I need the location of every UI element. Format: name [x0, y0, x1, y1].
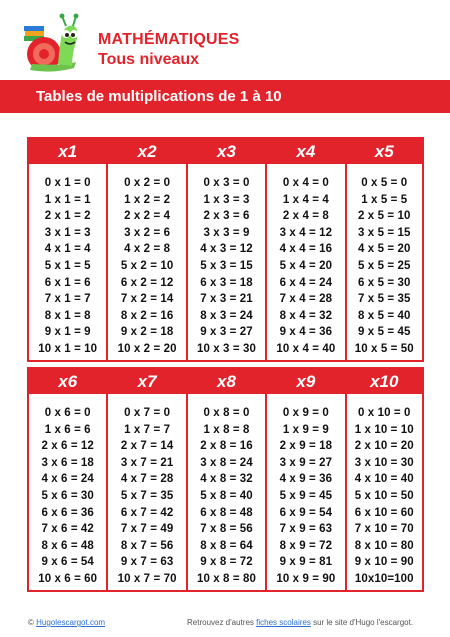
table-header: x7: [108, 369, 185, 394]
table-body: [347, 394, 422, 590]
table-line: 0 x 7 = 0: [124, 407, 171, 419]
table-line: 3 x 1 = 3: [44, 226, 91, 239]
table-line: 2 x 7 = 14: [120, 440, 174, 453]
table-line: 8 x 8 = 64: [200, 539, 253, 552]
table-line: 7 x 10 = 70: [354, 523, 414, 536]
table-line: 0 x 6 = 0: [44, 407, 91, 419]
page-title: MATHÉMATIQUES: [98, 31, 240, 48]
table-line: 5 x 7 = 35: [120, 489, 174, 502]
table-line: 10 x 6 = 60: [38, 572, 98, 585]
table-line: 9 x 6 = 54: [41, 556, 94, 569]
table-line: 1 x 9 = 9: [282, 423, 329, 436]
table-line: 5 x 9 = 45: [279, 489, 333, 502]
table-line: 5 x 4 = 20: [279, 259, 333, 272]
footer-credit: [28, 618, 105, 627]
table-line: 10 x 2 = 20: [117, 342, 177, 355]
table-line: 8 x 6 = 48: [41, 539, 94, 552]
table-line: 1 x 4 = 4: [282, 193, 329, 206]
table-header: x3: [188, 139, 265, 164]
table-line: 1 x 6 = 6: [44, 423, 91, 436]
table-line: 4 x 5 = 20: [358, 243, 411, 256]
tables-grid: [27, 137, 424, 592]
table-line: 6 x 4 = 24: [279, 276, 333, 289]
table-line: 6 x 1 = 6: [44, 276, 91, 289]
table-line: 6 x 2 = 12: [120, 276, 174, 289]
table-line: 10 x 8 = 80: [196, 572, 256, 585]
table-line: 3 x 4 = 12: [279, 226, 333, 239]
table-column-9: [265, 367, 344, 592]
table-line: 7 x 2 = 14: [120, 293, 174, 306]
table-line: 5 x 3 = 15: [200, 259, 253, 272]
table-body: [29, 394, 106, 590]
table-line: 3 x 7 = 21: [120, 456, 174, 469]
table-line: 0 x 8 = 0: [203, 407, 250, 419]
table-line: 4 x 1 = 4: [44, 243, 91, 256]
table-body: [347, 164, 422, 360]
table-line: 5 x 5 = 25: [358, 259, 411, 272]
copyright-symbol: ©: [28, 618, 34, 627]
table-line: 2 x 2 = 4: [124, 210, 171, 223]
table-line: 4 x 4 = 16: [279, 243, 333, 256]
table-line: 3 x 2 = 6: [124, 226, 171, 239]
table-line: 2 x 6 = 12: [41, 440, 94, 453]
table-body: [29, 164, 106, 360]
table-line: 5 x 2 = 10: [120, 259, 174, 272]
footer-note: [187, 618, 413, 627]
table-body: [267, 394, 344, 590]
table-line: 3 x 5 = 15: [358, 226, 411, 239]
table-column-10: [345, 367, 424, 592]
table-header: x9: [267, 369, 344, 394]
table-line: 2 x 10 = 20: [354, 440, 414, 453]
table-line: 4 x 3 = 12: [200, 243, 253, 256]
snail-mascot-icon: [22, 12, 84, 74]
table-line: 0 x 2 = 0: [124, 177, 171, 189]
table-header: x1: [29, 139, 106, 164]
table-line: 4 x 9 = 36: [279, 473, 333, 486]
table-line: 9 x 4 = 36: [279, 326, 333, 339]
table-column-6: [27, 367, 106, 592]
table-line: 5 x 1 = 5: [44, 259, 91, 272]
table-line: 10x10=100: [354, 572, 414, 585]
table-body: [108, 394, 185, 590]
table-line: 4 x 8 = 32: [200, 473, 253, 486]
table-line: 8 x 1 = 8: [44, 309, 91, 322]
table-line: 10 x 9 = 90: [276, 572, 336, 585]
table-body: [188, 164, 265, 360]
table-line: 7 x 6 = 42: [41, 523, 94, 536]
table-body: [108, 164, 185, 360]
table-line: 0 x 10 = 0: [358, 407, 411, 419]
table-line: 1 x 10 = 10: [354, 423, 414, 436]
table-line: 1 x 7 = 7: [124, 423, 171, 436]
table-line: 1 x 5 = 5: [361, 193, 408, 206]
table-line: 7 x 3 = 21: [200, 293, 253, 306]
table-line: 7 x 8 = 56: [200, 523, 253, 536]
site-link[interactable]: Hugolescargot.com: [36, 618, 106, 627]
table-line: 4 x 10 = 40: [354, 473, 414, 486]
tables-row: [27, 367, 424, 592]
table-header: x2: [108, 139, 185, 164]
table-header: x10: [347, 369, 422, 394]
table-line: 2 x 5 = 10: [358, 210, 411, 223]
table-column-2: [106, 137, 185, 362]
table-line: 9 x 8 = 72: [200, 556, 253, 569]
table-line: 4 x 2 = 8: [124, 243, 171, 256]
footer-text-after: sur le site d'Hugo l'escargot.: [313, 618, 414, 627]
table-line: 2 x 3 = 6: [203, 210, 250, 223]
table-body: [188, 394, 265, 590]
table-line: 1 x 1 = 1: [44, 193, 91, 206]
table-line: 7 x 9 = 63: [279, 523, 333, 536]
table-column-4: [265, 137, 344, 362]
table-line: 4 x 6 = 24: [41, 473, 94, 486]
page-subtitle: Tous niveaux: [98, 51, 200, 68]
table-column-8: [186, 367, 265, 592]
table-header: x5: [347, 139, 422, 164]
table-line: 6 x 10 = 60: [354, 506, 414, 519]
table-header: x6: [29, 369, 106, 394]
table-line: 9 x 3 = 27: [200, 326, 253, 339]
table-header: x4: [267, 139, 344, 164]
table-line: 0 x 5 = 0: [361, 177, 408, 189]
table-line: 8 x 4 = 32: [279, 309, 333, 322]
table-line: 9 x 9 = 81: [279, 556, 333, 569]
table-body: [267, 164, 344, 360]
table-line: 6 x 6 = 36: [41, 506, 94, 519]
table-line: 6 x 7 = 42: [120, 506, 174, 519]
tables-row: [27, 137, 424, 362]
table-line: 10 x 5 = 50: [354, 342, 414, 355]
table-line: 9 x 2 = 18: [120, 326, 174, 339]
table-line: 2 x 8 = 16: [200, 440, 253, 453]
table-line: 3 x 8 = 24: [200, 456, 253, 469]
table-line: 0 x 1 = 0: [44, 177, 91, 189]
table-line: 10 x 1 = 10: [38, 342, 98, 355]
table-line: 1 x 3 = 3: [203, 193, 250, 206]
banner-text: Tables de multiplications de 1 à 10: [36, 88, 282, 105]
table-line: 4 x 7 = 28: [120, 473, 174, 486]
table-line: 6 x 8 = 48: [200, 506, 253, 519]
table-line: 3 x 3 = 9: [203, 226, 250, 239]
table-column-3: [186, 137, 265, 362]
title-banner: [0, 80, 450, 113]
table-line: 9 x 1 = 9: [44, 326, 91, 339]
fiches-link[interactable]: fiches scolaires: [256, 618, 311, 627]
table-line: 2 x 4 = 8: [282, 210, 329, 223]
table-line: 6 x 3 = 18: [200, 276, 253, 289]
table-line: 0 x 3 = 0: [203, 177, 250, 189]
table-line: 5 x 10 = 50: [354, 489, 414, 502]
table-line: 1 x 2 = 2: [124, 193, 171, 206]
table-line: 8 x 5 = 40: [358, 309, 411, 322]
table-line: 3 x 9 = 27: [279, 456, 333, 469]
table-line: 8 x 7 = 56: [120, 539, 174, 552]
table-line: 6 x 5 = 30: [358, 276, 411, 289]
table-line: 7 x 5 = 35: [358, 293, 411, 306]
table-line: 7 x 1 = 7: [44, 293, 91, 306]
table-line: 1 x 8 = 8: [203, 423, 250, 436]
table-line: 6 x 9 = 54: [279, 506, 333, 519]
table-line: 2 x 9 = 18: [279, 440, 333, 453]
table-line: 3 x 10 = 30: [354, 456, 414, 469]
table-line: 8 x 3 = 24: [200, 309, 253, 322]
table-line: 10 x 4 = 40: [276, 342, 336, 355]
table-line: 5 x 8 = 40: [200, 489, 253, 502]
table-line: 9 x 10 = 90: [354, 556, 414, 569]
table-line: 8 x 9 = 72: [279, 539, 333, 552]
table-line: 2 x 1 = 2: [44, 210, 91, 223]
table-line: 3 x 6 = 18: [41, 456, 94, 469]
table-line: 0 x 9 = 0: [282, 407, 329, 419]
table-column-7: [106, 367, 185, 592]
table-line: 0 x 4 = 0: [282, 177, 329, 189]
table-line: 9 x 5 = 45: [358, 326, 411, 339]
table-line: 7 x 7 = 49: [120, 523, 174, 536]
page-footer: [0, 614, 450, 634]
page-header: [0, 0, 450, 80]
table-line: 7 x 4 = 28: [279, 293, 333, 306]
table-header: x8: [188, 369, 265, 394]
table-column-1: [27, 137, 106, 362]
table-column-5: [345, 137, 424, 362]
table-line: 9 x 7 = 63: [120, 556, 174, 569]
table-line: 10 x 7 = 70: [117, 572, 177, 585]
table-line: 8 x 10 = 80: [354, 539, 414, 552]
table-line: 8 x 2 = 16: [120, 309, 174, 322]
table-line: 10 x 3 = 30: [196, 342, 256, 355]
footer-text-before: Retrouvez d'autres: [187, 618, 254, 627]
table-line: 5 x 6 = 30: [41, 489, 94, 502]
